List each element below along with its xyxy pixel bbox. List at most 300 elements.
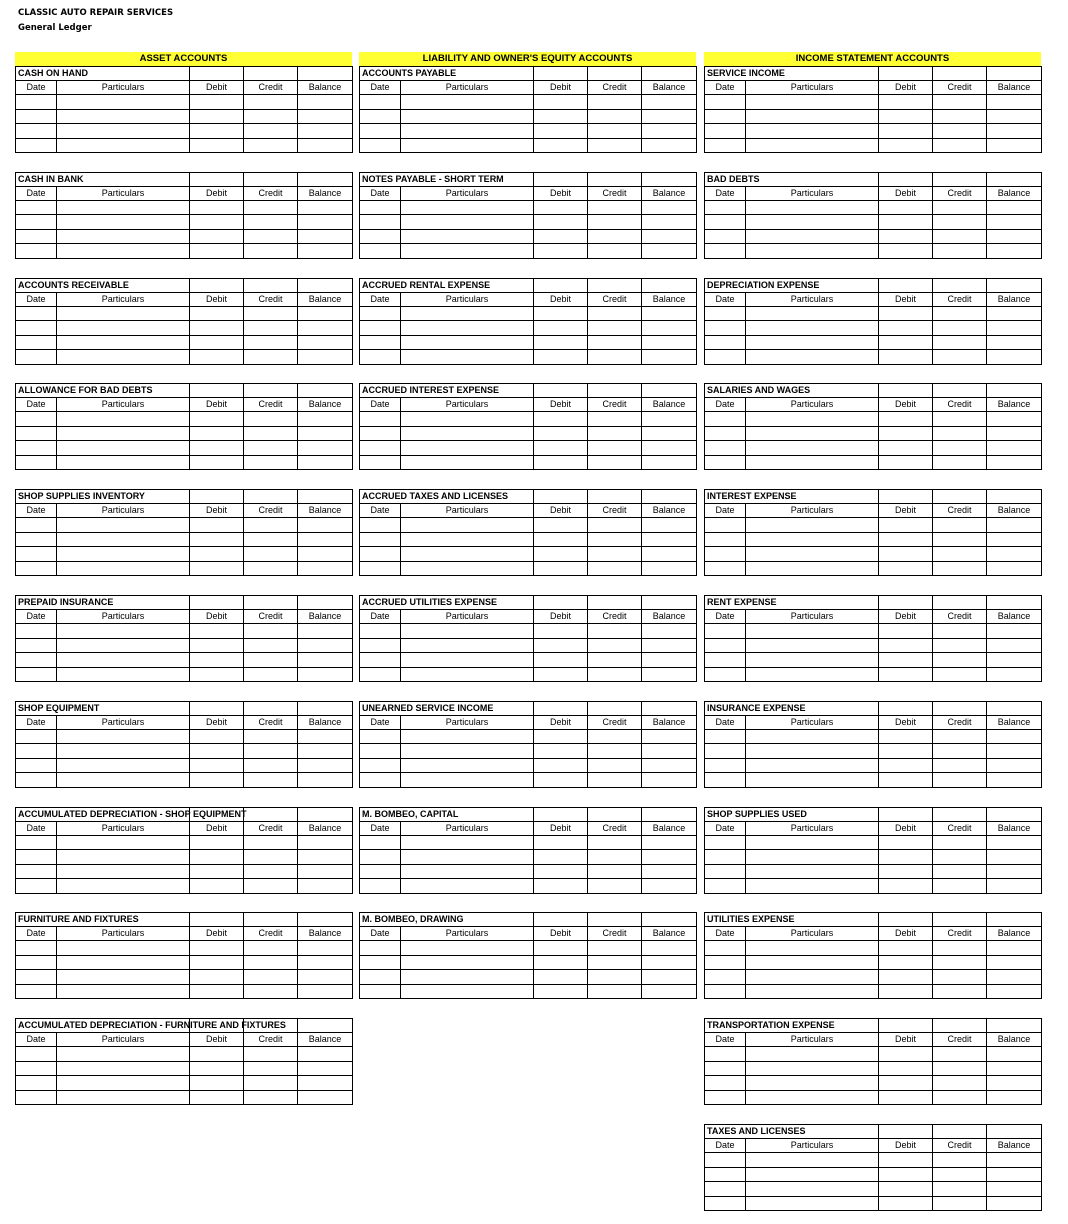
entry-cell-balance[interactable]: [642, 518, 697, 533]
entry-cell-debit[interactable]: [879, 350, 933, 365]
entry-cell-debit[interactable]: [534, 955, 588, 970]
empty-cell[interactable]: [879, 1019, 933, 1033]
empty-cell[interactable]: [244, 67, 298, 81]
entry-cell-credit[interactable]: [588, 955, 642, 970]
entry-cell-credit[interactable]: [933, 984, 987, 999]
entry-cell-balance[interactable]: [642, 244, 697, 259]
entry-cell-credit[interactable]: [244, 970, 298, 985]
entry-cell-particulars[interactable]: [57, 1061, 190, 1076]
entry-cell-balance[interactable]: [987, 624, 1042, 639]
empty-cell[interactable]: [244, 807, 298, 821]
entry-cell-credit[interactable]: [933, 547, 987, 562]
entry-cell-credit[interactable]: [244, 124, 298, 139]
entry-cell-particulars[interactable]: [57, 200, 190, 215]
entry-cell-particulars[interactable]: [401, 335, 534, 350]
empty-cell[interactable]: [987, 278, 1042, 292]
entry-cell-particulars[interactable]: [746, 1076, 879, 1091]
entry-cell-debit[interactable]: [879, 758, 933, 773]
entry-cell-debit[interactable]: [879, 518, 933, 533]
entry-cell-date[interactable]: [705, 306, 746, 321]
entry-cell-particulars[interactable]: [401, 744, 534, 759]
entry-cell-particulars[interactable]: [57, 1047, 190, 1062]
entry-cell-credit[interactable]: [933, 124, 987, 139]
entry-cell-credit[interactable]: [933, 1090, 987, 1105]
entry-cell-credit[interactable]: [244, 624, 298, 639]
entry-cell-balance[interactable]: [642, 229, 697, 244]
entry-cell-credit[interactable]: [933, 518, 987, 533]
entry-cell-credit[interactable]: [933, 229, 987, 244]
entry-cell-particulars[interactable]: [746, 455, 879, 470]
entry-cell-credit[interactable]: [933, 1182, 987, 1197]
entry-cell-balance[interactable]: [298, 547, 353, 562]
entry-cell-credit[interactable]: [244, 667, 298, 682]
entry-cell-particulars[interactable]: [401, 561, 534, 576]
entry-cell-balance[interactable]: [298, 109, 353, 124]
entry-cell-debit[interactable]: [534, 441, 588, 456]
entry-cell-balance[interactable]: [987, 1047, 1042, 1062]
entry-cell-date[interactable]: [16, 200, 57, 215]
entry-cell-particulars[interactable]: [746, 532, 879, 547]
entry-cell-credit[interactable]: [588, 561, 642, 576]
entry-cell-particulars[interactable]: [401, 124, 534, 139]
entry-cell-debit[interactable]: [879, 638, 933, 653]
entry-cell-credit[interactable]: [933, 441, 987, 456]
entry-cell-credit[interactable]: [933, 729, 987, 744]
entry-cell-balance[interactable]: [642, 744, 697, 759]
entry-cell-date[interactable]: [360, 984, 401, 999]
entry-cell-balance[interactable]: [987, 1090, 1042, 1105]
entry-cell-balance[interactable]: [987, 547, 1042, 562]
entry-cell-debit[interactable]: [879, 109, 933, 124]
entry-cell-date[interactable]: [360, 547, 401, 562]
empty-cell[interactable]: [244, 913, 298, 927]
entry-cell-balance[interactable]: [298, 350, 353, 365]
empty-cell[interactable]: [588, 278, 642, 292]
entry-cell-balance[interactable]: [642, 561, 697, 576]
entry-cell-credit[interactable]: [244, 744, 298, 759]
entry-cell-particulars[interactable]: [57, 532, 190, 547]
entry-cell-particulars[interactable]: [746, 306, 879, 321]
entry-cell-debit[interactable]: [190, 244, 244, 259]
entry-cell-particulars[interactable]: [746, 1167, 879, 1182]
entry-cell-date[interactable]: [16, 306, 57, 321]
empty-cell[interactable]: [190, 490, 244, 504]
entry-cell-credit[interactable]: [933, 744, 987, 759]
entry-cell-particulars[interactable]: [746, 547, 879, 562]
entry-cell-particulars[interactable]: [746, 561, 879, 576]
entry-cell-date[interactable]: [16, 835, 57, 850]
entry-cell-debit[interactable]: [190, 215, 244, 230]
entry-cell-particulars[interactable]: [401, 321, 534, 336]
entry-cell-balance[interactable]: [987, 970, 1042, 985]
empty-cell[interactable]: [987, 67, 1042, 81]
entry-cell-particulars[interactable]: [57, 729, 190, 744]
entry-cell-date[interactable]: [360, 335, 401, 350]
entry-cell-date[interactable]: [705, 624, 746, 639]
entry-cell-debit[interactable]: [190, 758, 244, 773]
empty-cell[interactable]: [879, 172, 933, 186]
entry-cell-particulars[interactable]: [57, 624, 190, 639]
empty-cell[interactable]: [987, 1125, 1042, 1139]
entry-cell-date[interactable]: [360, 773, 401, 788]
empty-cell[interactable]: [588, 807, 642, 821]
entry-cell-date[interactable]: [705, 744, 746, 759]
entry-cell-particulars[interactable]: [401, 624, 534, 639]
entry-cell-particulars[interactable]: [57, 335, 190, 350]
entry-cell-balance[interactable]: [298, 95, 353, 110]
entry-cell-date[interactable]: [360, 244, 401, 259]
entry-cell-date[interactable]: [705, 229, 746, 244]
entry-cell-date[interactable]: [705, 1090, 746, 1105]
entry-cell-date[interactable]: [705, 124, 746, 139]
entry-cell-balance[interactable]: [298, 455, 353, 470]
entry-cell-credit[interactable]: [588, 350, 642, 365]
entry-cell-balance[interactable]: [987, 744, 1042, 759]
entry-cell-credit[interactable]: [588, 412, 642, 427]
entry-cell-particulars[interactable]: [57, 244, 190, 259]
entry-cell-date[interactable]: [16, 1090, 57, 1105]
entry-cell-balance[interactable]: [642, 124, 697, 139]
entry-cell-balance[interactable]: [987, 729, 1042, 744]
entry-cell-particulars[interactable]: [57, 138, 190, 153]
entry-cell-debit[interactable]: [190, 1061, 244, 1076]
entry-cell-balance[interactable]: [298, 518, 353, 533]
entry-cell-balance[interactable]: [298, 244, 353, 259]
empty-cell[interactable]: [190, 67, 244, 81]
entry-cell-credit[interactable]: [244, 215, 298, 230]
entry-cell-date[interactable]: [16, 109, 57, 124]
entry-cell-credit[interactable]: [588, 773, 642, 788]
empty-cell[interactable]: [534, 913, 588, 927]
entry-cell-date[interactable]: [16, 850, 57, 865]
entry-cell-balance[interactable]: [298, 1090, 353, 1105]
entry-cell-date[interactable]: [705, 561, 746, 576]
entry-cell-credit[interactable]: [588, 138, 642, 153]
entry-cell-particulars[interactable]: [401, 426, 534, 441]
entry-cell-credit[interactable]: [933, 321, 987, 336]
empty-cell[interactable]: [642, 384, 697, 398]
entry-cell-balance[interactable]: [987, 955, 1042, 970]
entry-cell-debit[interactable]: [190, 350, 244, 365]
entry-cell-credit[interactable]: [933, 306, 987, 321]
entry-cell-date[interactable]: [16, 970, 57, 985]
entry-cell-date[interactable]: [360, 864, 401, 879]
entry-cell-date[interactable]: [705, 1061, 746, 1076]
entry-cell-debit[interactable]: [879, 1182, 933, 1197]
entry-cell-particulars[interactable]: [401, 229, 534, 244]
entry-cell-particulars[interactable]: [746, 138, 879, 153]
entry-cell-particulars[interactable]: [746, 124, 879, 139]
entry-cell-credit[interactable]: [244, 758, 298, 773]
entry-cell-balance[interactable]: [642, 306, 697, 321]
entry-cell-particulars[interactable]: [746, 970, 879, 985]
entry-cell-date[interactable]: [705, 532, 746, 547]
entry-cell-date[interactable]: [705, 518, 746, 533]
entry-cell-balance[interactable]: [298, 215, 353, 230]
entry-cell-date[interactable]: [16, 638, 57, 653]
entry-cell-credit[interactable]: [244, 350, 298, 365]
entry-cell-particulars[interactable]: [746, 1196, 879, 1211]
entry-cell-credit[interactable]: [933, 109, 987, 124]
empty-cell[interactable]: [987, 172, 1042, 186]
entry-cell-balance[interactable]: [987, 773, 1042, 788]
entry-cell-date[interactable]: [16, 441, 57, 456]
empty-cell[interactable]: [987, 807, 1042, 821]
entry-cell-particulars[interactable]: [746, 1047, 879, 1062]
entry-cell-date[interactable]: [360, 758, 401, 773]
entry-cell-credit[interactable]: [933, 773, 987, 788]
entry-cell-debit[interactable]: [879, 138, 933, 153]
entry-cell-particulars[interactable]: [746, 864, 879, 879]
entry-cell-debit[interactable]: [190, 441, 244, 456]
entry-cell-date[interactable]: [360, 109, 401, 124]
entry-cell-debit[interactable]: [879, 984, 933, 999]
entry-cell-date[interactable]: [705, 1167, 746, 1182]
entry-cell-credit[interactable]: [933, 244, 987, 259]
entry-cell-date[interactable]: [360, 941, 401, 956]
entry-cell-credit[interactable]: [933, 638, 987, 653]
entry-cell-particulars[interactable]: [57, 441, 190, 456]
entry-cell-credit[interactable]: [933, 1076, 987, 1091]
entry-cell-balance[interactable]: [987, 941, 1042, 956]
entry-cell-date[interactable]: [16, 1061, 57, 1076]
entry-cell-credit[interactable]: [588, 879, 642, 894]
entry-cell-debit[interactable]: [534, 335, 588, 350]
empty-cell[interactable]: [987, 1019, 1042, 1033]
entry-cell-debit[interactable]: [190, 1090, 244, 1105]
entry-cell-particulars[interactable]: [57, 864, 190, 879]
entry-cell-date[interactable]: [16, 335, 57, 350]
empty-cell[interactable]: [987, 490, 1042, 504]
entry-cell-debit[interactable]: [879, 941, 933, 956]
entry-cell-date[interactable]: [705, 244, 746, 259]
entry-cell-date[interactable]: [705, 653, 746, 668]
entry-cell-particulars[interactable]: [401, 653, 534, 668]
entry-cell-debit[interactable]: [534, 109, 588, 124]
empty-cell[interactable]: [642, 278, 697, 292]
entry-cell-balance[interactable]: [642, 412, 697, 427]
entry-cell-balance[interactable]: [987, 518, 1042, 533]
entry-cell-credit[interactable]: [244, 200, 298, 215]
entry-cell-particulars[interactable]: [746, 984, 879, 999]
entry-cell-debit[interactable]: [190, 624, 244, 639]
entry-cell-particulars[interactable]: [57, 1090, 190, 1105]
entry-cell-debit[interactable]: [879, 532, 933, 547]
entry-cell-particulars[interactable]: [401, 758, 534, 773]
entry-cell-date[interactable]: [360, 667, 401, 682]
entry-cell-balance[interactable]: [298, 306, 353, 321]
entry-cell-debit[interactable]: [879, 729, 933, 744]
entry-cell-date[interactable]: [705, 638, 746, 653]
entry-cell-balance[interactable]: [642, 835, 697, 850]
entry-cell-debit[interactable]: [190, 109, 244, 124]
entry-cell-date[interactable]: [360, 955, 401, 970]
entry-cell-debit[interactable]: [534, 306, 588, 321]
entry-cell-particulars[interactable]: [57, 941, 190, 956]
entry-cell-balance[interactable]: [642, 653, 697, 668]
entry-cell-balance[interactable]: [298, 335, 353, 350]
empty-cell[interactable]: [933, 384, 987, 398]
entry-cell-date[interactable]: [16, 758, 57, 773]
entry-cell-balance[interactable]: [987, 864, 1042, 879]
entry-cell-date[interactable]: [705, 879, 746, 894]
entry-cell-balance[interactable]: [298, 624, 353, 639]
entry-cell-particulars[interactable]: [746, 244, 879, 259]
entry-cell-balance[interactable]: [298, 138, 353, 153]
entry-cell-date[interactable]: [705, 850, 746, 865]
entry-cell-date[interactable]: [360, 455, 401, 470]
entry-cell-date[interactable]: [705, 412, 746, 427]
entry-cell-particulars[interactable]: [57, 306, 190, 321]
entry-cell-balance[interactable]: [987, 638, 1042, 653]
entry-cell-date[interactable]: [705, 335, 746, 350]
empty-cell[interactable]: [933, 596, 987, 610]
entry-cell-balance[interactable]: [298, 200, 353, 215]
entry-cell-debit[interactable]: [879, 970, 933, 985]
entry-cell-particulars[interactable]: [57, 835, 190, 850]
entry-cell-date[interactable]: [16, 124, 57, 139]
entry-cell-particulars[interactable]: [401, 638, 534, 653]
entry-cell-credit[interactable]: [933, 653, 987, 668]
entry-cell-credit[interactable]: [244, 879, 298, 894]
entry-cell-particulars[interactable]: [57, 561, 190, 576]
entry-cell-credit[interactable]: [588, 758, 642, 773]
entry-cell-credit[interactable]: [588, 624, 642, 639]
entry-cell-date[interactable]: [16, 215, 57, 230]
entry-cell-debit[interactable]: [190, 667, 244, 682]
entry-cell-credit[interactable]: [933, 758, 987, 773]
entry-cell-balance[interactable]: [642, 455, 697, 470]
entry-cell-particulars[interactable]: [401, 350, 534, 365]
entry-cell-balance[interactable]: [987, 109, 1042, 124]
empty-cell[interactable]: [987, 384, 1042, 398]
entry-cell-date[interactable]: [16, 229, 57, 244]
entry-cell-credit[interactable]: [933, 835, 987, 850]
entry-cell-particulars[interactable]: [57, 412, 190, 427]
entry-cell-debit[interactable]: [879, 1047, 933, 1062]
entry-cell-credit[interactable]: [588, 667, 642, 682]
entry-cell-date[interactable]: [16, 984, 57, 999]
empty-cell[interactable]: [879, 384, 933, 398]
entry-cell-date[interactable]: [705, 758, 746, 773]
entry-cell-balance[interactable]: [298, 1047, 353, 1062]
entry-cell-credit[interactable]: [933, 970, 987, 985]
entry-cell-credit[interactable]: [244, 561, 298, 576]
entry-cell-debit[interactable]: [190, 850, 244, 865]
empty-cell[interactable]: [190, 701, 244, 715]
empty-cell[interactable]: [588, 67, 642, 81]
entry-cell-credit[interactable]: [244, 109, 298, 124]
entry-cell-particulars[interactable]: [746, 321, 879, 336]
entry-cell-debit[interactable]: [879, 229, 933, 244]
entry-cell-balance[interactable]: [987, 1167, 1042, 1182]
entry-cell-debit[interactable]: [534, 879, 588, 894]
entry-cell-balance[interactable]: [298, 970, 353, 985]
entry-cell-balance[interactable]: [642, 984, 697, 999]
entry-cell-date[interactable]: [360, 350, 401, 365]
entry-cell-debit[interactable]: [190, 426, 244, 441]
entry-cell-particulars[interactable]: [57, 850, 190, 865]
entry-cell-credit[interactable]: [933, 426, 987, 441]
entry-cell-particulars[interactable]: [746, 335, 879, 350]
entry-cell-debit[interactable]: [534, 561, 588, 576]
entry-cell-credit[interactable]: [244, 850, 298, 865]
entry-cell-credit[interactable]: [588, 200, 642, 215]
empty-cell[interactable]: [298, 172, 353, 186]
entry-cell-balance[interactable]: [298, 850, 353, 865]
empty-cell[interactable]: [933, 490, 987, 504]
entry-cell-debit[interactable]: [534, 350, 588, 365]
empty-cell[interactable]: [933, 1125, 987, 1139]
entry-cell-date[interactable]: [16, 321, 57, 336]
empty-cell[interactable]: [190, 172, 244, 186]
entry-cell-credit[interactable]: [933, 532, 987, 547]
empty-cell[interactable]: [244, 701, 298, 715]
entry-cell-particulars[interactable]: [746, 1153, 879, 1168]
entry-cell-credit[interactable]: [588, 744, 642, 759]
entry-cell-debit[interactable]: [534, 984, 588, 999]
entry-cell-debit[interactable]: [879, 412, 933, 427]
empty-cell[interactable]: [642, 490, 697, 504]
entry-cell-particulars[interactable]: [401, 95, 534, 110]
entry-cell-balance[interactable]: [987, 244, 1042, 259]
entry-cell-balance[interactable]: [987, 350, 1042, 365]
entry-cell-balance[interactable]: [987, 1061, 1042, 1076]
entry-cell-debit[interactable]: [534, 124, 588, 139]
empty-cell[interactable]: [190, 596, 244, 610]
entry-cell-balance[interactable]: [298, 321, 353, 336]
entry-cell-particulars[interactable]: [57, 879, 190, 894]
entry-cell-debit[interactable]: [190, 518, 244, 533]
entry-cell-date[interactable]: [705, 773, 746, 788]
entry-cell-date[interactable]: [705, 667, 746, 682]
entry-cell-balance[interactable]: [642, 109, 697, 124]
entry-cell-particulars[interactable]: [746, 109, 879, 124]
entry-cell-balance[interactable]: [642, 667, 697, 682]
empty-cell[interactable]: [933, 172, 987, 186]
entry-cell-balance[interactable]: [298, 941, 353, 956]
entry-cell-debit[interactable]: [879, 744, 933, 759]
entry-cell-particulars[interactable]: [57, 518, 190, 533]
entry-cell-debit[interactable]: [190, 229, 244, 244]
entry-cell-particulars[interactable]: [401, 773, 534, 788]
entry-cell-date[interactable]: [705, 95, 746, 110]
entry-cell-credit[interactable]: [933, 215, 987, 230]
entry-cell-credit[interactable]: [933, 138, 987, 153]
empty-cell[interactable]: [987, 913, 1042, 927]
entry-cell-particulars[interactable]: [401, 729, 534, 744]
entry-cell-balance[interactable]: [987, 95, 1042, 110]
entry-cell-credit[interactable]: [244, 547, 298, 562]
entry-cell-debit[interactable]: [879, 1153, 933, 1168]
entry-cell-debit[interactable]: [534, 864, 588, 879]
entry-cell-balance[interactable]: [298, 441, 353, 456]
entry-cell-particulars[interactable]: [57, 95, 190, 110]
entry-cell-date[interactable]: [705, 200, 746, 215]
empty-cell[interactable]: [987, 596, 1042, 610]
entry-cell-balance[interactable]: [987, 426, 1042, 441]
entry-cell-date[interactable]: [360, 518, 401, 533]
entry-cell-balance[interactable]: [987, 879, 1042, 894]
entry-cell-credit[interactable]: [588, 984, 642, 999]
entry-cell-balance[interactable]: [298, 744, 353, 759]
entry-cell-debit[interactable]: [534, 758, 588, 773]
entry-cell-debit[interactable]: [879, 1076, 933, 1091]
entry-cell-balance[interactable]: [642, 879, 697, 894]
entry-cell-credit[interactable]: [588, 835, 642, 850]
entry-cell-particulars[interactable]: [57, 547, 190, 562]
entry-cell-date[interactable]: [16, 138, 57, 153]
